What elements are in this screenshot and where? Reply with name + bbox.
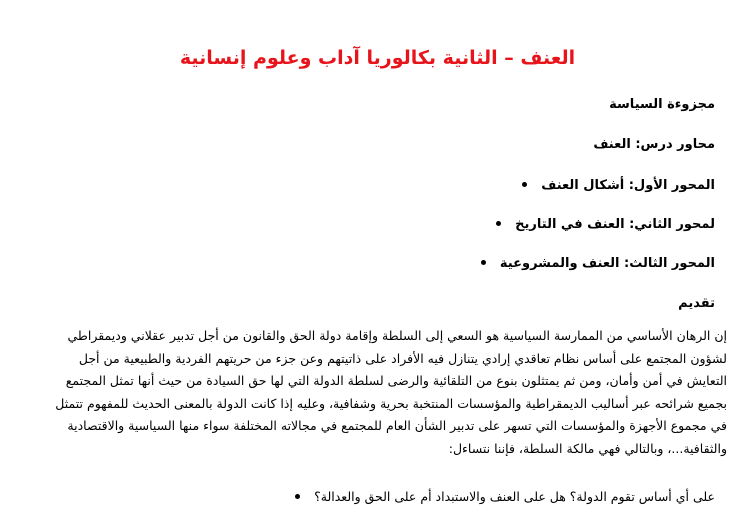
paragraph-line: لشؤون المجتمع على أساس نظام تعاقدي إرادي يتنازل فيه الأفراد على ذاتيتهم وعن جزء من حريتهم الفردية والطبيعية من أجل bbox=[78, 350, 727, 366]
intro-paragraph bbox=[27, 325, 727, 460]
question-text: على أي أساس تقوم الدولة؟ هل على العنف والاستبداد أم على الحق والعدالة؟ bbox=[314, 489, 715, 504]
axis-item-label: لمحور الثاني: العنف في التاريخ bbox=[515, 217, 715, 232]
bullet-icon bbox=[481, 260, 486, 265]
axis-item bbox=[481, 254, 715, 274]
axis-item bbox=[522, 176, 715, 196]
axis-item-label: المحور الثالث: العنف والمشروعية bbox=[499, 256, 715, 271]
lesson-axes-heading: محاور درس: العنف bbox=[593, 137, 715, 152]
axis-item-label: المحور الأول: أشكال العنف bbox=[541, 178, 715, 193]
bullet-icon bbox=[295, 494, 300, 499]
bullet-icon bbox=[496, 221, 501, 226]
paragraph-line: التعايش في أمن وأمان، ومن ثم يمتثلون بنوع من التلقائية والرضى لسلطة الدولة التي لها حق السيادة من حيث أنها تمثل المجتمع bbox=[65, 373, 727, 388]
paragraph-line: في مجموع الأجهزة والمؤسسات التي تسهر على تدبير الشأن العام للمجتمع في مجالاته المختلفة سواء منها السياسية والاقتصادية bbox=[67, 418, 727, 433]
paragraph-line: بجميع شرائحه عبر أساليب الديمقراطية والمؤسسات المنتخبة بحرية وشفافية، وعليه إذا كانت الدولة بالمعنى الحديث للمفهوم تتمثل bbox=[55, 395, 727, 411]
paragraph-line: والثقافية...، وبالتالي فهي مالكة السلطة، فإننا نتساءل: bbox=[448, 440, 727, 456]
document-title: العنف – الثانية بكالوريا آداب وعلوم إنسانية bbox=[179, 47, 576, 69]
paragraph-line: إن الرهان الأساسي من الممارسة السياسية هو السعي إلى السلطة وإقامة دولة الحق والقانون من أجل تدبير عقلاني وديمقراطي bbox=[67, 328, 727, 343]
bullet-icon bbox=[522, 182, 527, 187]
question-item bbox=[295, 487, 715, 507]
intro-heading: تقديم bbox=[678, 296, 715, 311]
unit-heading: مجزوءة السياسة bbox=[609, 97, 715, 112]
axis-item bbox=[496, 215, 715, 235]
